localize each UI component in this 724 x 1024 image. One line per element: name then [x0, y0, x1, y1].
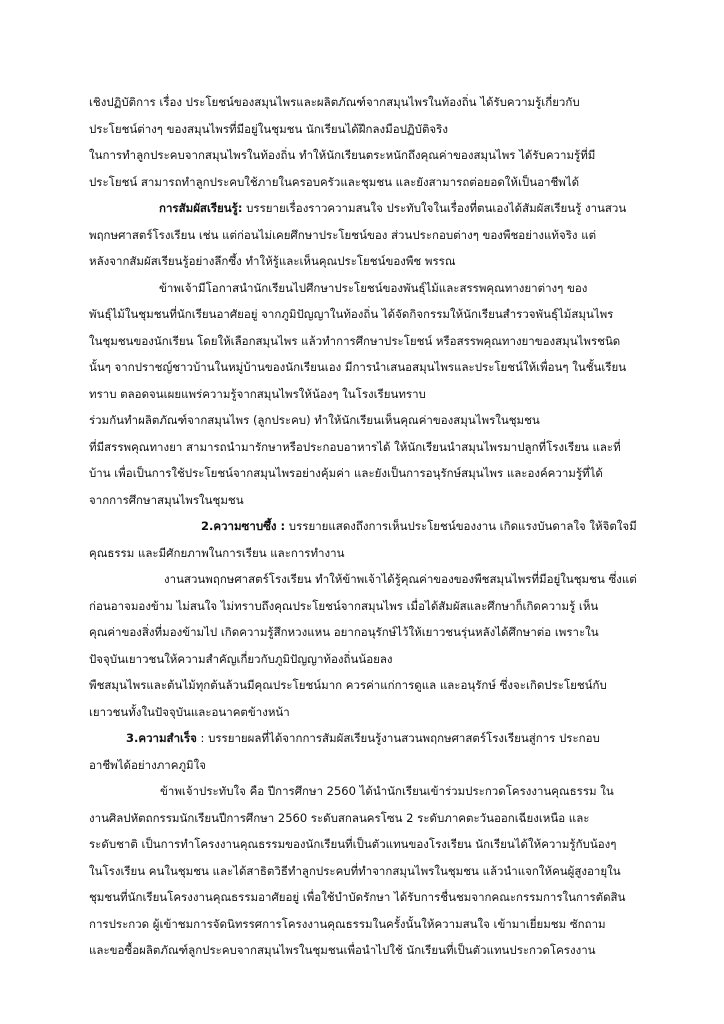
text-line: พืชสมุนไพรและต้นไม้ทุกต้นล้วนมีคุณประโยชน์มาก ควรค่าแก่การดูแล และอนุรักษ์ ซึ่งจะเกิดประโยชน์กับ: [89, 678, 607, 692]
text-line: ก่อนอาจมองข้าม ไม่สนใจ ไม่ทราบถึงคุณประโยชน์จากสมุนไพร เมื่อได้สัมผัสและศึกษาก็เกิดความรู้ เห็น: [89, 598, 599, 613]
text-line: และขอซื้อผลิตภัณฑ์ลูกประคบจากสมุนไพรในชุมชนเพื่อนำไปใช้ นักเรียนที่เป็นตัวแทนประกวดโครงงาน: [89, 943, 596, 957]
text-line: อาชีพได้อย่างภาคภูมิใจ: [89, 757, 206, 772]
text-line: พฤกษศาสตร์โรงเรียน เช่น แต่ก่อนไม่เคยศึกษาประโยชน์ของ ส่วนประกอบต่างๆ ของพืชอย่างแท้จริง แต่: [89, 227, 597, 242]
text-line: ทราบ ตลอดจนเผยแพร่ความรู้จากสมุนไพรให้น้องๆ ในโรงเรียนทราบ: [89, 386, 426, 401]
text-line: เยาวชนทั้งในปัจจุบันและอนาคตข้างหน้า: [89, 704, 290, 719]
text-line: ที่มีสรรพคุณทางยา สามารถนำมารักษาหรือประกอบอาหารได้ ให้นักเรียนนำสมุนไพรมาปลูกที่โรงเรียน และที่: [89, 439, 621, 454]
section-heading-line: [89, 513, 646, 540]
text-line: ประโยชน์ สามารถทำลูกประคบใช้ภายในครอบครัวและชุมชน และยังสามารถต่อยอดให้เป็นอาชีพได้: [89, 174, 580, 189]
text-line: การประกวด ผู้เข้าชมการจัดนิทรรศการโครงงานคุณธรรมในครั้งนั้นให้ความสนใจ เข้ามาเยี่ยมชม ซักถาม: [89, 916, 606, 931]
text-line: ในโรงเรียน คนในชุมชน และได้สาธิตวิธีทำลูกประคบที่ทำจากสมุนไพรในชุมชน แล้วนำแจกให้คนผู้สูงอายุใน: [89, 863, 621, 878]
section-heading-text: บรรยายเรื่องราวความสนใจ ประทับใจในเรื่องที่ตนเองได้สัมผัสเรียนรู้ งานสวน: [242, 201, 627, 215]
text-line: งานศิลปหัตถกรรมนักเรียนปีการศึกษา 2560 ระดับสกลนครโซน 2 ระดับภาคตะวันออกเฉียงเหนือ และ: [89, 810, 590, 825]
text-line: คุณธรรม และมีศักยภาพในการเรียน และการทำงาน: [89, 545, 345, 560]
section-heading: การสัมผัสเรียนรู้:: [159, 201, 243, 215]
section-heading-line: [89, 725, 646, 752]
section-heading-line: [89, 195, 646, 222]
text-line: ประโยชน์ต่างๆ ของสมุนไพรที่มีอยู่ในชุมชน นักเรียนได้ฝึกลงมือปฏิบัติจริง: [89, 121, 448, 136]
text-line: ข้าพเจ้าประทับใจ คือ ปีการศึกษา 2560 ได้นำนักเรียนเข้าร่วมประกวดโครงงานคุณธรรม ใน: [160, 784, 614, 798]
text-line: ในชุมชนของนักเรียน โดยให้เลือกสมุนไพร แล้วทำการศึกษาประโยชน์ หรือสรรพคุณทางยาของสมุนไพรชนิด: [89, 333, 621, 348]
text-line: ชุมชนที่นักเรียนโครงงานคุณธรรมอาศัยอยู่ เพื่อใช้บำบัดรักษา ได้รับการชื่นชมจากคณะกรรมการในการตัดสิน: [89, 890, 626, 904]
text-line: นั้นๆ จากปราชญ์ชาวบ้านในหมู่บ้านของนักเรียนเอง มีการนำเสนอสมุนไพรและประโยชน์ให้เพื่อนๆ ในชั้นเรียน: [89, 360, 627, 374]
text-line: เชิงปฏิบัติการ เรื่อง ประโยชน์ของสมุนไพรและผลิตภัณฑ์จากสมุนไพรในท้องถิ่น ได้รับความรู้เกี่ยวกับ: [89, 95, 580, 109]
text-line: ปัจจุบันเยาวชนให้ความสำคัญเกี่ยวกับภูมิปัญญาท้องถิ่นน้อยลง: [89, 651, 393, 666]
section-heading: 3.ความสำเร็จ: [126, 731, 197, 745]
text-line: พันธุ์ไม้ในชุมชนที่นักเรียนอาศัยอยู่ จากภูมิปัญญาในท้องถิ่น ได้จัดกิจกรรมให้นักเรียนสำรวจพันธุ์ไม้สมุนไพร: [89, 307, 614, 321]
section-heading-text: : บรรยายผลที่ได้จากการสัมผัสเรียนรู้งานสวนพฤกษศาสตร์โรงเรียนสู่การ ประกอบ: [196, 731, 600, 745]
text-line: คุณค่าของสิ่งที่มองข้ามไป เกิดความรู้สึกหวงแหน อยากอนุรักษ์ไว้ให้เยาวชนรุ่นหลังได้ศึกษาต่อ เพราะใน: [89, 625, 599, 639]
text-line: หลังจากสัมผัสเรียนรู้อย่างลึกซึ้ง ทำให้รู้และเห็นคุณประโยชน์ของพืช พรรณ: [89, 254, 456, 268]
text-line: ในการทำลูกประคบจากสมุนไพรในท้องถิ่น ทำให้นักเรียนตระหนักถึงคุณค่าของสมุนไพร ได้รับความรู้ที่มี: [89, 148, 596, 162]
text-line: งานสวนพฤกษศาสตร์โรงเรียน ทำให้ข้าพเจ้าได้รู้คุณค่าของของพืชสมุนไพรที่มีอยู่ในชุมชน ซึ่งแต่: [164, 572, 637, 586]
section-heading: 2.ความซาบซึ้ง :: [201, 519, 286, 533]
text-line: จากการศึกษาสมุนไพรในชุมชน: [89, 492, 244, 507]
section-heading-text: บรรยายแสดงถึงการเห็นประโยชน์ของงาน เกิดแรงบันดาลใจ ให้จิตใจมี: [285, 519, 637, 533]
text-line: ร่วมกันทำผลิตภัณฑ์จากสมุนไพร (ลูกประคบ) ทำให้นักเรียนเห็นคุณค่าของสมุนไพรในชุมชน: [89, 413, 540, 427]
text-line: ข้าพเจ้ามีโอกาสนำนักเรียนไปศึกษาประโยชน์ของพันธุ์ไม้และสรรพคุณทางยาต่างๆ ของ: [159, 280, 588, 295]
text-line: บ้าน เพื่อเป็นการใช้ประโยชน์จากสมุนไพรอย่างคุ้มค่า และยังเป็นการอนุรักษ์สมุนไพร และองค์ความรู้ที่ได้: [89, 466, 603, 480]
text-line: ระดับชาติ เป็นการทำโครงงานคุณธรรมของนักเรียนที่เป็นตัวแทนของโรงเรียน นักเรียนได้ให้ความรู้กับน้องๆ: [89, 837, 617, 851]
